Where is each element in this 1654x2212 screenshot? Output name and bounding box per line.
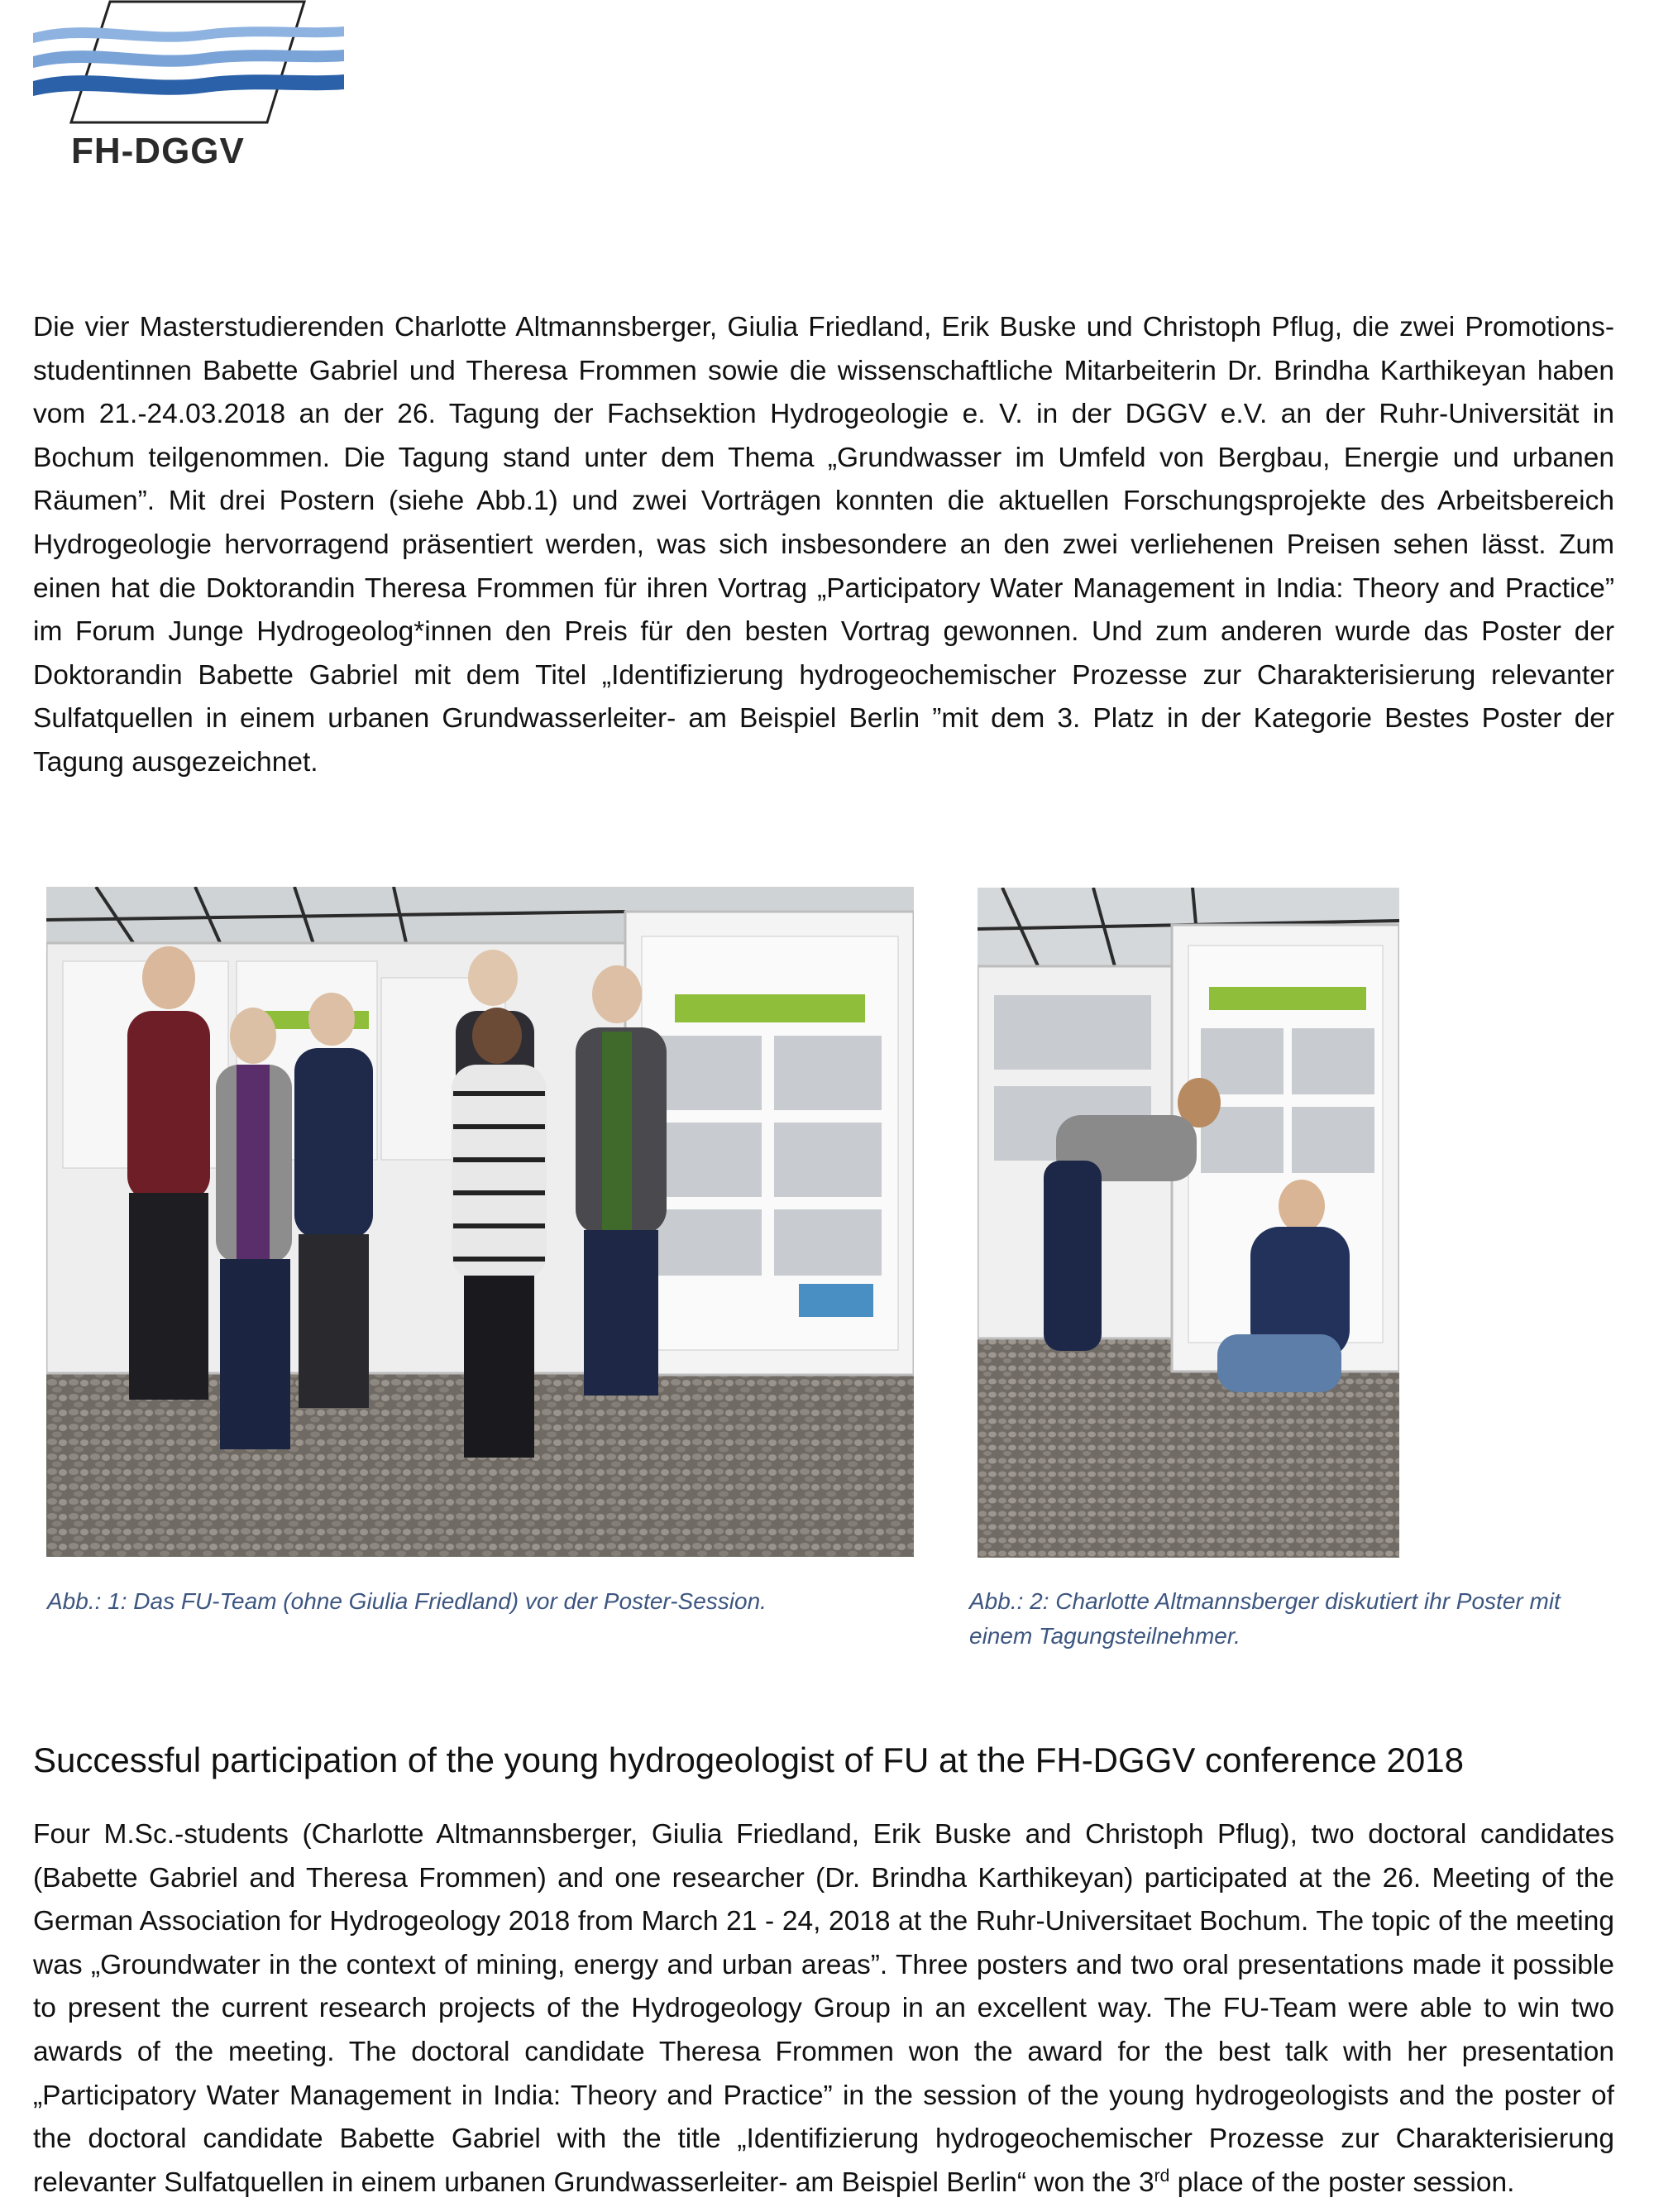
- english-paragraph: [33, 1813, 1614, 2210]
- figure-2-caption: Abb.: 2: Charlotte Altmannsberger diskutiert ihr Poster mit einem Tagungsteilnehmer.: [969, 1588, 1561, 1649]
- ordinal-suffix: rd: [1154, 2166, 1170, 2186]
- logo-text: FH-DGGV: [71, 131, 245, 171]
- english-paragraph-end: place of the poster session.: [1169, 2167, 1515, 2198]
- figure-1-caption: Abb.: 1: Das FU-Team (ohne Giulia Friedland) vor der Poster-Session.: [47, 1588, 767, 1614]
- figure-2-photo: [978, 888, 1399, 1558]
- german-paragraph: Die vier Masterstudierenden Charlotte Altmannsberger, Giulia Friedland, Erik Buske und Christoph Pflug, die zwei Promotions-studentinnen Babette Gabriel und Theresa Frommen sowie die wissenschaftliche Mitarbeiterin Dr. Brindha Karthikeyan haben vom 21.-24.03.2018 an der 26. Tagung der Fachsektion Hydrogeologie e. V. in der DGGV e.V. an der Ruhr-Universität in Bochum teilgenommen. Die Tagung stand unter dem Thema „Grundwasser im Umfeld von Bergbau, Energie und urbanen Räumen”. Mit drei Postern (siehe Abb.1) und zwei Vorträgen konnten die aktuellen Forschungsprojekte des Arbeitsbereich Hydrogeologie hervorragend präsentiert werden, was sich insbesondere an den zwei verliehenen Preisen sehen lässt. Zum einen hat die Doktorandin Theresa Frommen für ihren Vortrag „Participatory Water Management in India: Theory and Practice” im Forum Junge Hydrogeolog*innen den Preis für den besten Vortrag gewonnen. Und zum anderen wurde das Poster der Doktorandin Babette Gabriel mit dem Titel „Identifizierung hydrogeochemischer Prozesse zur Charakterisierung relevanter Sulfatquellen in einem urbanen Grundwasserleiter- am Beispiel Berlin ”mit dem 3. Platz in der Kategorie Bestes Poster der Tagung ausgezeichnet.: [33, 312, 1614, 778]
- english-paragraph-main: Four M.Sc.-students (Charlotte Altmannsberger, Giulia Friedland, Erik Buske and Christoph Pflug), two doctoral candidates (Babette Gabriel and Theresa Frommen) and one researcher (Dr. Brindha Karthikeyan) participated at the 26. Meeting of the German Association for Hydrogeology 2018 from March 21 - 24, 2018 at the Ruhr-Universitaet Bochum. The topic of the meeting was „Groundwater in the context of mining, energy and urban areas”. Three posters and two oral presentations made it possible to present the current research projects of the Hydrogeology Group in an excellent way. The FU-Team were able to win two awards of the meeting. The doctoral candidate Theresa Frommen won the award for the best talk with her presentation „Participatory Water Management in India: Theory and Practice” in the session of the young hydrogeologists and the poster of the doctoral candidate Babette Gabriel with the title „Identifizierung hydrogeochemischer Prozesse zur Charakterisierung relevanter Sulfatquellen in einem urbanen Grundwasserleiter- am Beispiel Berlin“ won the 3: [33, 1819, 1614, 2198]
- english-heading: Successful participation of the young hydrogeologist of FU at the FH-DGGV conference 2018: [33, 1740, 1464, 1779]
- figure-1-photo: [46, 887, 914, 1557]
- wave-parallelogram-logo-icon: [31, 0, 354, 132]
- fh-dggv-logo: [31, 0, 354, 178]
